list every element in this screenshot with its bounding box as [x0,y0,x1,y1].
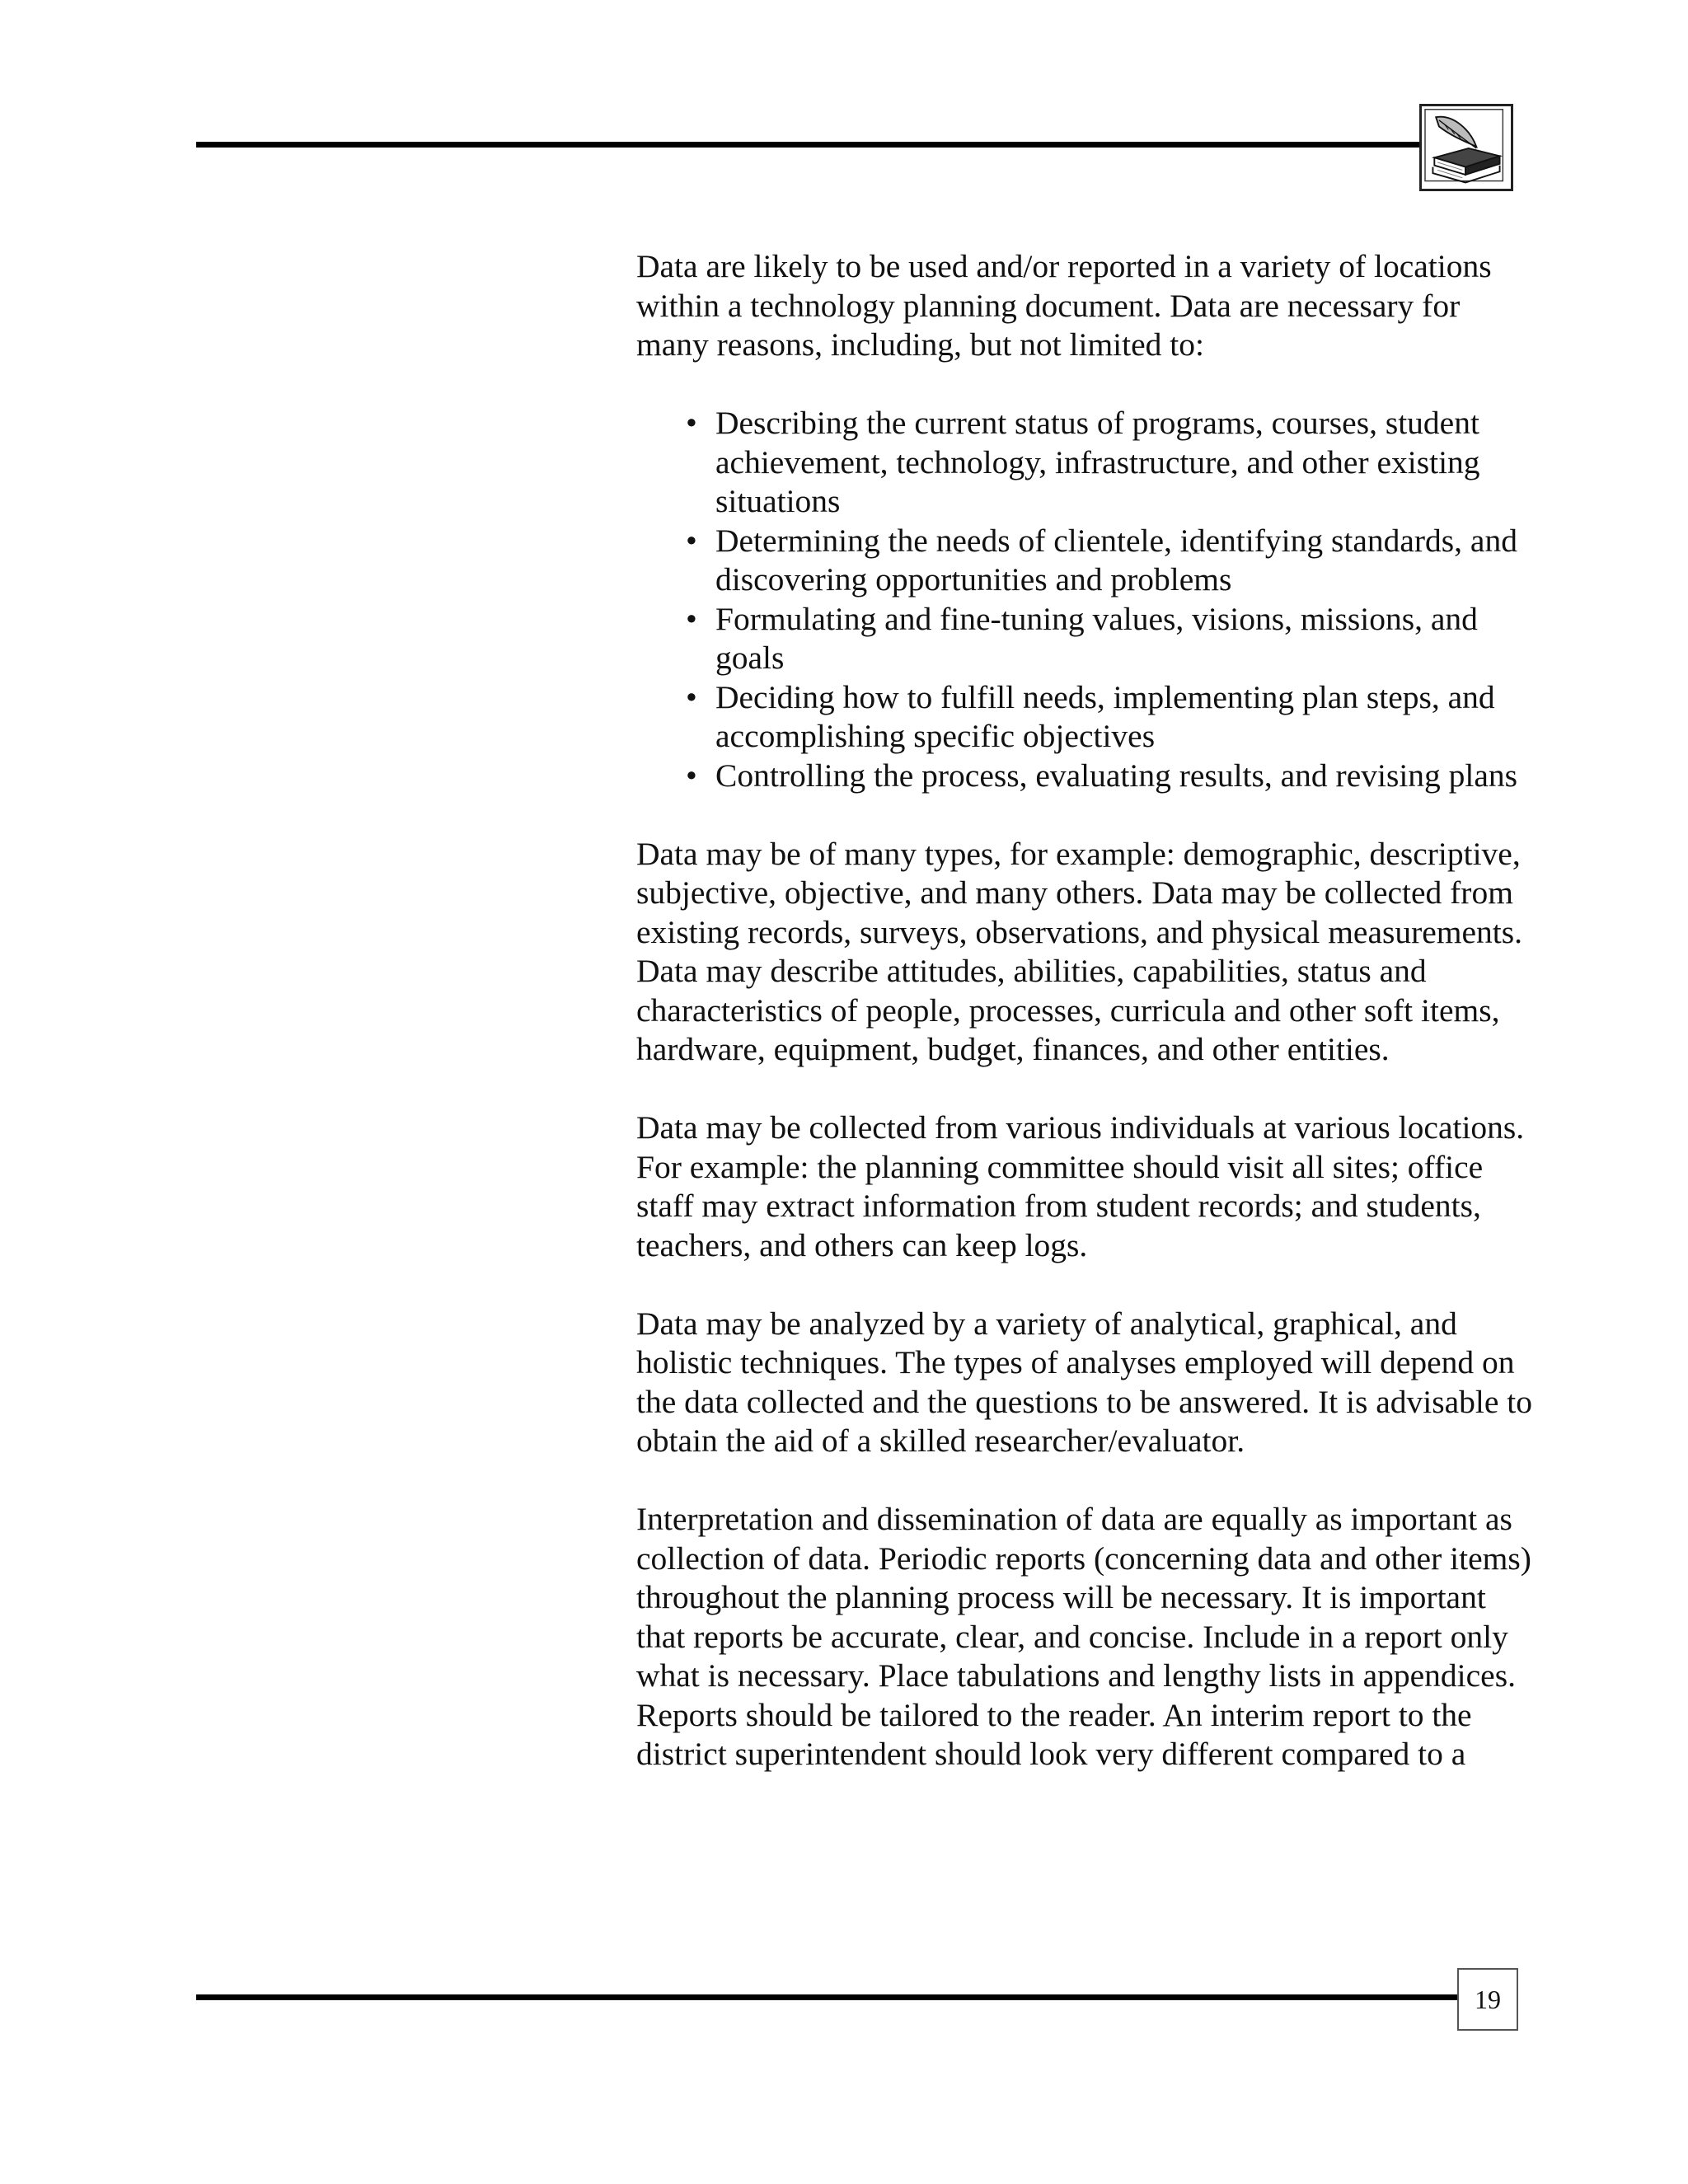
quill-and-books-icon [1419,104,1513,191]
header-rule [196,142,1424,148]
footer-rule [196,1994,1457,2000]
bullet-glyph: • [686,757,697,794]
list-item: • Describing the current status of programs, courses, student achievement, technology, infrastructure, and other existing situations [686,405,1480,519]
paragraph-intro: Data are likely to be used and/or reported in a variety of locations within a technology planning document. Data are necessary for many reasons, including, but not limited to: [636,248,1492,363]
paragraph-data-types: Data may be of many types, for example: demographic, descriptive, subjective, objective, and many others. Data may be collected from existing records, surveys, observations, and physical measurements. Data may describe attitudes, abilities, capabilities, status and characteristics of people, processes, curricula and other soft items, hardware, equipment, budget, finances, and other entities. [636,835,1523,1067]
page-number: 19 [1457,1968,1518,2031]
paragraph-interpretation: Interpretation and dissemination of data are equally as important as collection of data. Periodic reports (concerning data and other items) throughout the planning process will be necessary. It is important that reports be accurate, clear, and concise. Include in a report only what is necessary. Place tabulations and lengthy lists in appendices. Reports should be tailored to the reader. An interim report to the district superintendent should look very different compared to a [636,1501,1531,1772]
list-item: • Determining the needs of clientele, identifying standards, and discovering opportunities and problems [686,522,1517,598]
bullet-glyph: • [686,600,697,637]
paragraph-data-collection: Data may be collected from various individuals at various locations. For example: the planning committee should visit all sites; office staff may extract information from student records; and students, teachers, and others can keep logs. [636,1109,1525,1263]
bullet-glyph: • [686,522,697,559]
reasons-list [636,404,1535,795]
list-item: • Controlling the process, evaluating results, and revising plans [715,757,1535,796]
bullet-glyph: • [686,678,697,715]
bullet-glyph: • [686,405,697,441]
body-text [636,247,1535,1774]
list-item: • Formulating and fine-tuning values, visions, missions, and goals [686,600,1478,676]
paragraph-data-analysis: Data may be analyzed by a variety of analytical, graphical, and holistic techniques. The types of analyses employed will depend on the data collected and the questions to be answered. It is advisable to obtain the aid of a skilled researcher/evaluator. [636,1305,1533,1459]
list-item: • Deciding how to fulfill needs, implementing plan steps, and accomplishing specific objectives [686,678,1495,754]
